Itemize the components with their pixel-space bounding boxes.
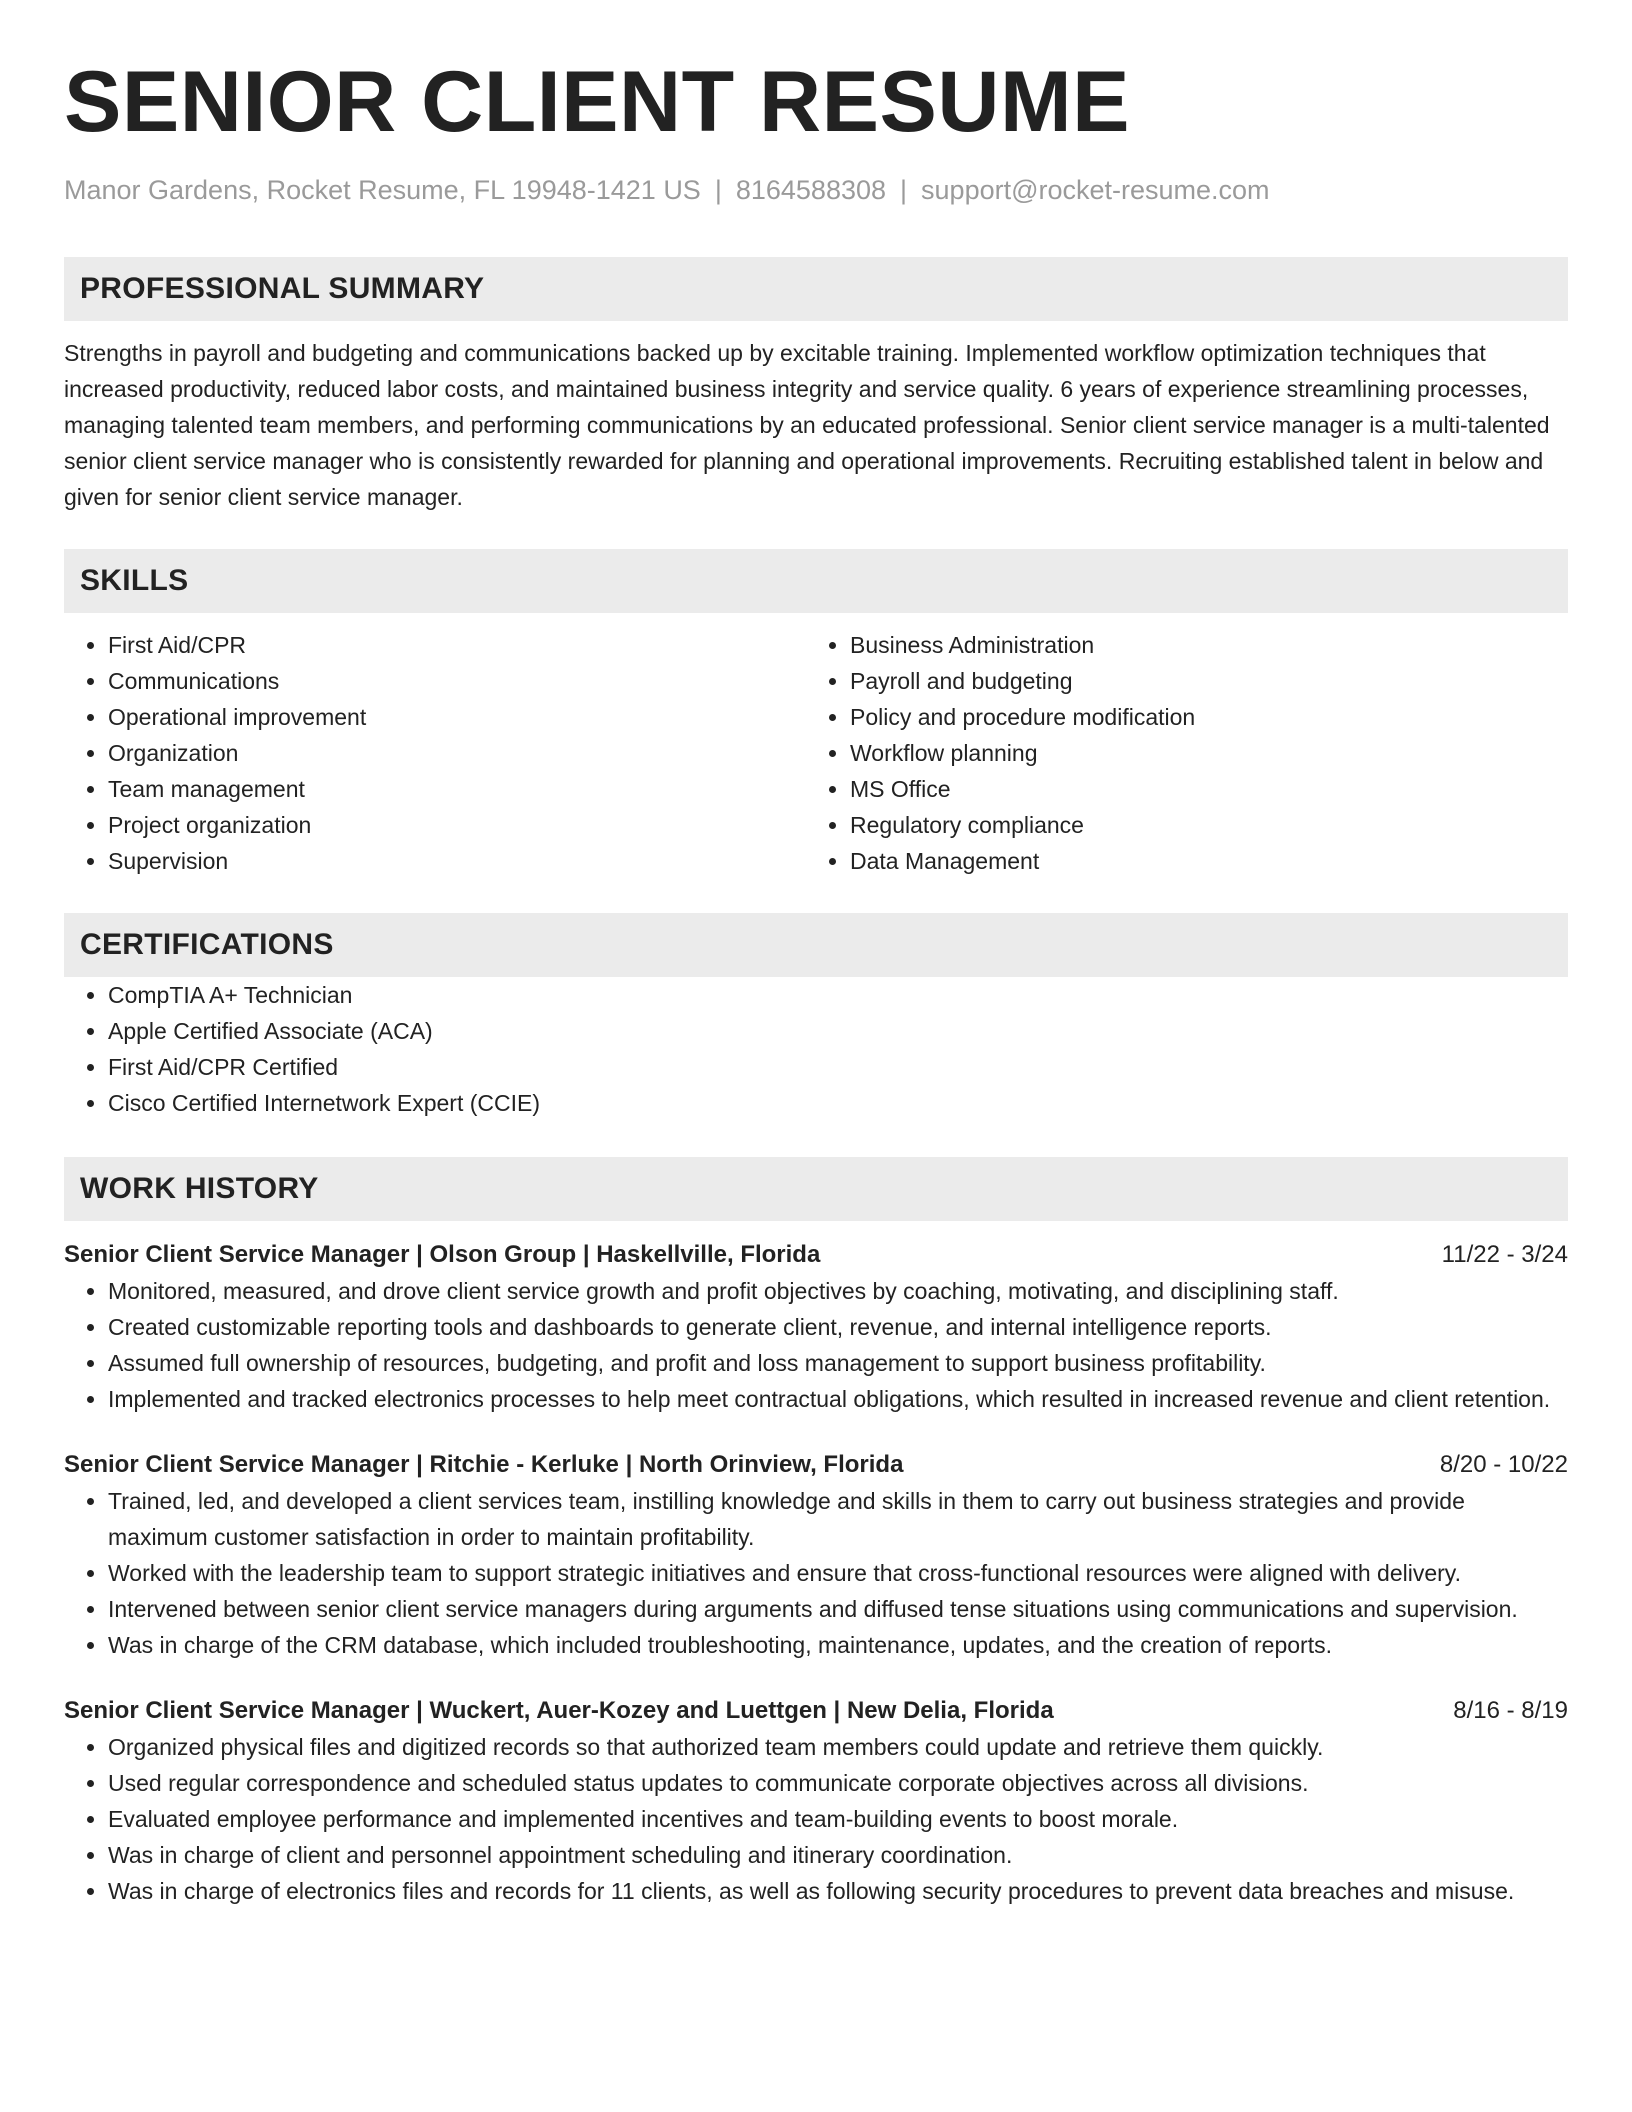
skills-list-left (64, 627, 806, 879)
contact-separator: | (900, 175, 908, 205)
job-bullet: • Implemented and tracked electronics processes to help meet contractual obligations, which resulted in increased revenue and client retention. (108, 1381, 1568, 1417)
certifications-list (64, 977, 1568, 1121)
skill-item: • Data Management (850, 843, 1548, 879)
job-bullet: • Was in charge of electronics files and records for 11 clients, as well as following security procedures to prevent data breaches and misuse. (108, 1873, 1568, 1909)
job-bullet: • Monitored, measured, and drove client service growth and profit objectives by coaching, motivating, and disciplining staff. (108, 1273, 1568, 1309)
job-header (64, 1693, 1568, 1729)
skills-heading: SKILLS (64, 549, 1568, 613)
skill-item: • Business Administration (850, 627, 1548, 663)
contact-separator: | (714, 175, 722, 205)
skill-item: • Organization (108, 735, 806, 771)
job-header (64, 1237, 1568, 1273)
certification-item: • Apple Certified Associate (ACA) (108, 1013, 1568, 1049)
job-dates: 11/22 - 3/24 (1441, 1241, 1568, 1268)
skill-item: • Regulatory compliance (850, 807, 1548, 843)
job-entry (64, 1693, 1568, 1909)
work-history-heading: WORK HISTORY (64, 1157, 1568, 1221)
job-bullet: • Used regular correspondence and scheduled status updates to communicate corporate objectives across all divisions. (108, 1765, 1568, 1801)
job-bullet: • Evaluated employee performance and implemented incentives and team-building events to boost morale. (108, 1801, 1568, 1837)
job-bullet: • Was in charge of the CRM database, which included troubleshooting, maintenance, updates, and the creation of reports. (108, 1627, 1568, 1663)
job-bullet-list (64, 1273, 1568, 1417)
job-bullet: • Assumed full ownership of resources, budgeting, and profit and loss management to support business profitability. (108, 1345, 1568, 1381)
skill-item: • Communications (108, 663, 806, 699)
contact-line (64, 172, 1568, 208)
skills-column-right (806, 627, 1548, 879)
job-bullet: • Intervened between senior client service managers during arguments and diffused tense situations using communications and supervision. (108, 1591, 1568, 1627)
job-entry (64, 1447, 1568, 1663)
skill-item: • Team management (108, 771, 806, 807)
job-dates: 8/20 - 10/22 (1439, 1451, 1568, 1478)
skills-list-right (806, 627, 1548, 879)
contact-phone: 8164588308 (735, 175, 887, 205)
skill-item: • First Aid/CPR (108, 627, 806, 663)
summary-heading: PROFESSIONAL SUMMARY (64, 257, 1568, 321)
job-entry (64, 1237, 1568, 1417)
resume-page (64, 52, 1568, 1909)
skill-item: • Project organization (108, 807, 806, 843)
job-title: Senior Client Service Manager | Olson Group | Haskellville, Florida (64, 1241, 821, 1268)
job-bullet: • Created customizable reporting tools and dashboards to generate client, revenue, and internal intelligence reports. (108, 1309, 1568, 1345)
job-title: Senior Client Service Manager | Wuckert, Auer-Kozey and Luettgen | New Delia, Florida (64, 1697, 1054, 1724)
job-bullet: • Organized physical files and digitized records so that authorized team members could update and retrieve them quickly. (108, 1729, 1568, 1765)
job-bullet: • Worked with the leadership team to support strategic initiatives and ensure that cross-functional resources were aligned with delivery. (108, 1555, 1568, 1591)
job-bullet: • Was in charge of client and personnel appointment scheduling and itinerary coordination. (108, 1837, 1568, 1873)
certification-item: • CompTIA A+ Technician (108, 977, 1568, 1013)
skill-item: • Supervision (108, 843, 806, 879)
skill-item: • Policy and procedure modification (850, 699, 1548, 735)
job-header (64, 1447, 1568, 1483)
job-bullet-list (64, 1483, 1568, 1663)
certification-item: • Cisco Certified Internetwork Expert (CCIE) (108, 1085, 1568, 1121)
skill-item: • Workflow planning (850, 735, 1548, 771)
job-bullet: • Trained, led, and developed a client services team, instilling knowledge and skills in them to carry out business strategies and provide maximum customer satisfaction in order to maintain profitability. (108, 1483, 1568, 1555)
job-bullet-list (64, 1729, 1568, 1909)
candidate-name: SENIOR CLIENT RESUME (64, 54, 1130, 150)
certifications-heading: CERTIFICATIONS (64, 913, 1568, 977)
certification-item: • First Aid/CPR Certified (108, 1049, 1568, 1085)
contact-address: Manor Gardens, Rocket Resume, FL 19948-1421 US (64, 175, 701, 205)
skill-item: • Payroll and budgeting (850, 663, 1548, 699)
skill-item: • MS Office (850, 771, 1548, 807)
skills-grid (64, 627, 1568, 879)
job-dates: 8/16 - 8/19 (1453, 1697, 1568, 1724)
contact-email: support@rocket-resume.com (921, 175, 1270, 205)
skill-item: • Operational improvement (108, 699, 806, 735)
job-title: Senior Client Service Manager | Ritchie - Kerluke | North Orinview, Florida (64, 1451, 904, 1478)
skills-column-left (64, 627, 806, 879)
summary-text: Strengths in payroll and budgeting and communications backed up by excitable training. Implemented workflow optimization techniques that increased productivity, reduced labor costs, and maintained business integrity and service quality. 6 years of experience streamlining processes, managing talented team members, and performing communications by an educated professional. Senior client service manager is a multi-talented senior client service manager who is consistently rewarded for planning and operational improvements. Recruiting established talent in below and given for senior client service manager. (64, 340, 1550, 510)
